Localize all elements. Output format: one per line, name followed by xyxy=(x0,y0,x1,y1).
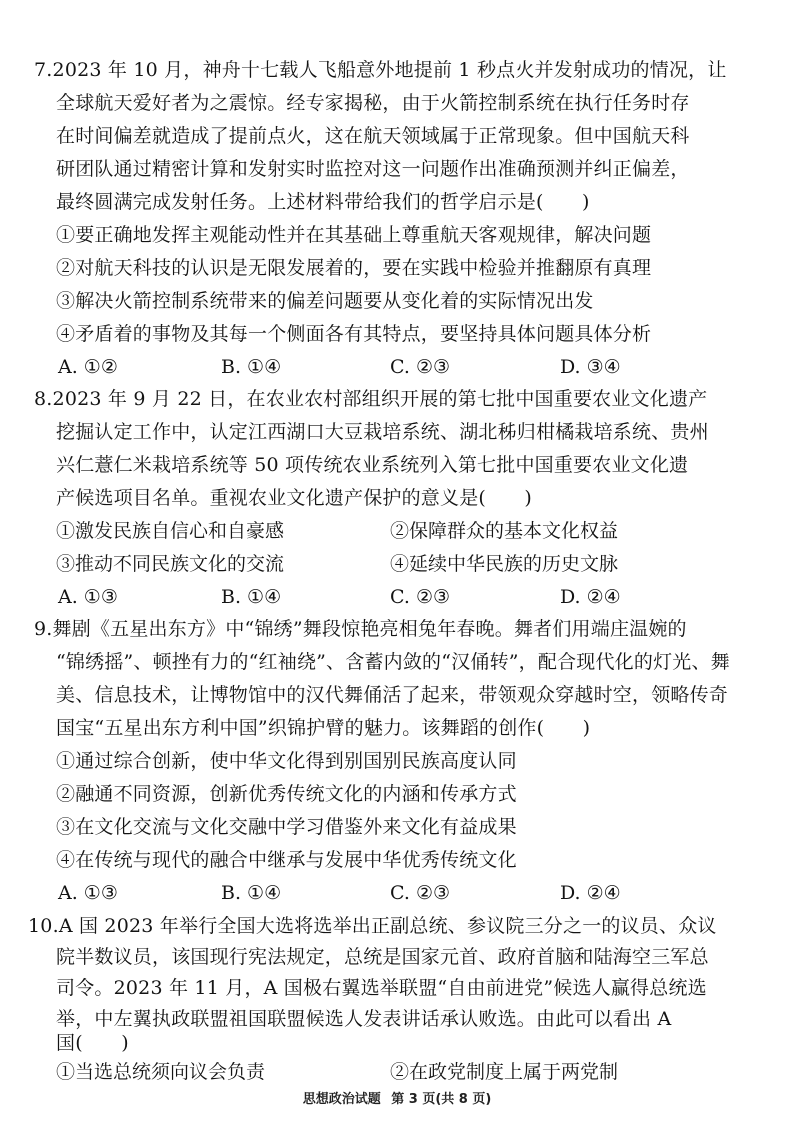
question-stem-line: 在时间偏差就造成了提前点火，这在航天领域属于正常现象。但中国航天科 xyxy=(56,125,690,147)
choice-a: A. ①③ xyxy=(58,586,118,608)
statement-item: ④在传统与现代的融合中继承与发展中华优秀传统文化 xyxy=(56,849,517,871)
statement-item: ②在政党制度上属于两党制 xyxy=(390,1061,619,1083)
question-stem-line: 最终圆满完成发射任务。上述材料带给我们的哲学启示是( ) xyxy=(56,191,590,213)
footer-page-number: 第 3 页(共 8 页) xyxy=(391,1092,492,1107)
statement-item: ②融通不同资源，创新优秀传统文化的内涵和传承方式 xyxy=(56,783,517,805)
statement-item: ①激发民族自信心和自豪感 xyxy=(56,520,285,542)
question-stem-line: 全球航天爱好者为之震惊。经专家揭秘，由于火箭控制系统在执行任务时存 xyxy=(56,92,690,114)
question-stem-line: 院半数议员，该国现行宪法规定，总统是国家元首、政府首脑和陆海空三军总 xyxy=(56,946,709,968)
question-stem-line: 研团队通过精密计算和发射实时监控对这一问题作出准确预测并纠正偏差， xyxy=(56,158,690,180)
choice-d: D. ②④ xyxy=(560,586,621,608)
question-stem-line: 9.舞剧《五星出东方》中“锦绣”舞段惊艳亮相兔年春晚。舞者们用端庄温婉的 xyxy=(34,618,687,640)
question-stem-line: 美、信息技术，让博物馆中的汉代舞俑活了起来，带领观众穿越时空，领略传奇 xyxy=(56,684,729,706)
choice-d: D. ②④ xyxy=(560,882,621,904)
question-stem-line: 产候选项目名单。重视农业文化遗产保护的意义是( ) xyxy=(56,487,533,509)
question-stem-line: 7.2023 年 10 月，神舟十七载人飞船意外地提前 1 秒点火并发射成功的情况，让 xyxy=(34,59,727,81)
choice-d: D. ③④ xyxy=(560,356,621,378)
question-stem-line: 司令。2023 年 11 月，A 国极右翼选举联盟“自由前进党”候选人赢得总统选 xyxy=(56,977,707,999)
statement-item: ②保障群众的基本文化权益 xyxy=(390,520,619,542)
statement-item: ①要正确地发挥主观能动性并在其基础上尊重航天客观规律，解决问题 xyxy=(56,224,652,246)
choice-b: B. ①④ xyxy=(221,356,282,378)
question-stem-line: 挖掘认定工作中，认定江西湖口大豆栽培系统、湖北秭归柑橘栽培系统、贵州 xyxy=(56,421,709,443)
question-stem-line: 8.2023 年 9 月 22 日，在农业农村部组织开展的第七批中国重要农业文化遗产 xyxy=(34,388,708,410)
choice-c: C. ②③ xyxy=(390,356,451,378)
choice-a: A. ①③ xyxy=(58,882,118,904)
statement-item: ④延续中华民族的历史文脉 xyxy=(390,553,619,575)
statement-item: ②对航天科技的认识是无限发展着的，要在实践中检验并推翻原有真理 xyxy=(56,257,652,279)
statement-item: ①当选总统须向议会负责 xyxy=(56,1061,266,1083)
choice-b: B. ①④ xyxy=(221,882,282,904)
footer-subject: 思想政治试题 xyxy=(302,1092,381,1107)
page-footer xyxy=(0,1088,794,1107)
question-stem-line: 国宝“五星出东方利中国”织锦护臂的魅力。该舞蹈的创作( ) xyxy=(56,717,591,739)
statement-item: ③推动不同民族文化的交流 xyxy=(56,553,285,575)
choice-b: B. ①④ xyxy=(221,586,282,608)
question-stem-line: “锦绣摇”、顿挫有力的“红袖绕”、含蓄内敛的“汉俑转”，配合现代化的灯光、舞 xyxy=(56,651,730,673)
choice-c: C. ②③ xyxy=(390,586,451,608)
choice-a: A. ①② xyxy=(58,356,118,378)
statement-item: ④矛盾着的事物及其每一个侧面各有其特点，要坚持具体问题具体分析 xyxy=(56,323,652,345)
question-stem-line: 举，中左翼执政联盟祖国联盟候选人发表讲话承认败选。由此可以看出 A xyxy=(56,1008,672,1030)
statement-item: ①通过综合创新，使中华文化得到别国别民族高度认同 xyxy=(56,750,517,772)
question-stem-line: 10.A 国 2023 年举行全国大选将选举出正副总统、参议院三分之一的议员、众议 xyxy=(28,915,717,937)
question-stem-line: 兴仁薏仁米栽培系统等 50 项传统农业系统列入第七批中国重要农业文化遗 xyxy=(56,454,689,476)
question-stem-line: 国( ) xyxy=(56,1032,129,1054)
statement-item: ③在文化交流与文化交融中学习借鉴外来文化有益成果 xyxy=(56,816,517,838)
choice-c: C. ②③ xyxy=(390,882,451,904)
statement-item: ③解决火箭控制系统带来的偏差问题要从变化着的实际情况出发 xyxy=(56,290,594,312)
